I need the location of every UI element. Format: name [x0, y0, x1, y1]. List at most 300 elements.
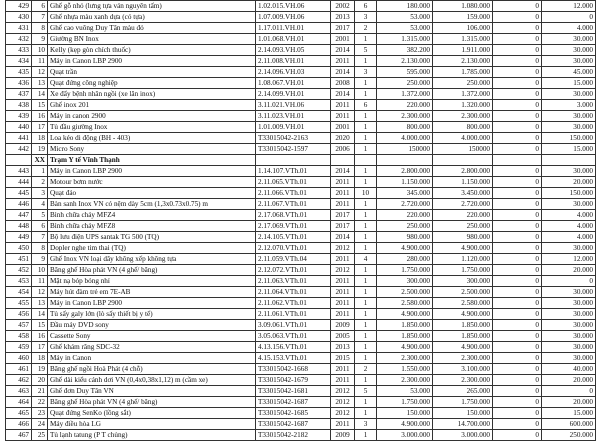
table-cell: 300.000: [433, 276, 493, 287]
table-cell: 11: [32, 276, 48, 287]
table-cell: 447: [6, 210, 32, 221]
table-cell: 0: [493, 210, 542, 221]
table-cell: 2.17.069.VTh.01: [256, 221, 331, 232]
table-cell: 3.11.021.VH.06: [256, 100, 331, 111]
table-cell: 220.000: [433, 210, 493, 221]
table-cell: 3: [355, 419, 377, 430]
table-cell: 3: [32, 188, 48, 199]
table-cell: 180.000: [377, 1, 433, 12]
table-cell: 23: [32, 408, 48, 419]
table-cell: 15.000: [542, 144, 596, 155]
table-cell: 9: [32, 34, 48, 45]
table-row: [6, 78, 596, 89]
table-cell: 10: [32, 265, 48, 276]
table-cell: Bàn sanh Inox VN có nệm dày 5cm (1,3x0.73x0.75) m: [48, 199, 256, 210]
table-cell: 0: [493, 254, 542, 265]
table-cell: 1: [355, 265, 377, 276]
table-cell: 5: [355, 386, 377, 397]
table-cell: Giường BN Inox: [48, 34, 256, 45]
table-cell: 463: [6, 386, 32, 397]
table-cell: 0: [493, 199, 542, 210]
table-cell: 2: [355, 23, 377, 34]
table-cell: 18: [32, 133, 48, 144]
table-cell: 2011: [331, 254, 355, 265]
table-cell: 1: [355, 144, 377, 155]
table-cell: 2.720.000: [377, 199, 433, 210]
table-cell: 430: [6, 12, 32, 23]
table-row: [6, 375, 596, 386]
table-row: [6, 265, 596, 276]
table-cell: Loa kéo di động (BH - 403): [48, 133, 256, 144]
table-cell: 30.000: [542, 56, 596, 67]
table-cell: 1: [355, 298, 377, 309]
table-row: [6, 210, 596, 221]
table-cell: 4.15.153.VTh.01: [256, 353, 331, 364]
table-cell: 0: [493, 89, 542, 100]
table-cell: 455: [6, 298, 32, 309]
table-cell: 2011: [331, 276, 355, 287]
table-cell: 4.900.000: [377, 243, 433, 254]
table-row: [6, 56, 596, 67]
table-cell: 0: [493, 276, 542, 287]
table-cell: 382.200: [377, 45, 433, 56]
table-cell: 20.000: [542, 397, 596, 408]
table-cell: Bình chữa cháy MFZ8: [48, 221, 256, 232]
table-cell: 461: [6, 364, 32, 375]
table-cell: 150.000: [377, 408, 433, 419]
table-cell: 0: [493, 408, 542, 419]
table-cell: Tủ sấy galy lớn (lò sấy thiết bị y tế): [48, 309, 256, 320]
table-cell: 800.000: [377, 122, 433, 133]
table-row: [6, 188, 596, 199]
table-cell: 432: [6, 34, 32, 45]
table-row: [6, 232, 596, 243]
table-cell: Xe đẩy bệnh nhân ngồi (xe lăn inox): [48, 89, 256, 100]
table-cell: 3.000: [542, 100, 596, 111]
table-cell: 446: [6, 199, 32, 210]
table-cell: 2.11.066.VTh.01: [256, 188, 331, 199]
table-cell: 2.580.000: [377, 298, 433, 309]
table-cell: 2.300.000: [433, 353, 493, 364]
table-cell: 1.150.000: [433, 177, 493, 188]
table-cell: Dopler nghe tim thai (TQ): [48, 243, 256, 254]
table-cell: Máy in Canon: [48, 353, 256, 364]
table-cell: 0: [493, 419, 542, 430]
table-row: [6, 331, 596, 342]
table-cell: 12: [32, 287, 48, 298]
table-cell: 2.300.000: [377, 111, 433, 122]
table-cell: 2011: [331, 419, 355, 430]
table-cell: T33015042-2163: [256, 133, 331, 144]
table-cell: 2017: [331, 210, 355, 221]
table-cell: 2.580.000: [433, 298, 493, 309]
table-cell: 53.000: [377, 23, 433, 34]
table-row: [6, 298, 596, 309]
table-cell: 1.850.000: [433, 320, 493, 331]
table-cell: 1: [355, 210, 377, 221]
table-cell: 30.000: [542, 298, 596, 309]
table-cell: 1.01.009.VH.01: [256, 122, 331, 133]
table-cell: 2.130.000: [433, 56, 493, 67]
table-cell: 2011: [331, 375, 355, 386]
table-cell: 4.900.000: [377, 419, 433, 430]
table-cell: 2.14.099.VH.01: [256, 89, 331, 100]
table-cell: 2.12.070.VTh.01: [256, 243, 331, 254]
table-cell: 450: [6, 243, 32, 254]
table-cell: 30.000: [542, 122, 596, 133]
table-cell: 439: [6, 111, 32, 122]
table-cell: 15: [32, 100, 48, 111]
table-cell: 24: [32, 419, 48, 430]
table-row: [6, 386, 596, 397]
table-cell: 0: [493, 177, 542, 188]
table-cell: 30.000: [542, 166, 596, 177]
table-cell: 30.000: [542, 243, 596, 254]
table-cell: 53.000: [377, 386, 433, 397]
table-cell: [377, 155, 433, 166]
table-cell: 1: [355, 430, 377, 441]
table-cell: 1.850.000: [377, 331, 433, 342]
table-cell: [256, 155, 331, 166]
table-cell: 25: [32, 430, 48, 441]
table-cell: 1.315.000: [433, 34, 493, 45]
table-cell: 17: [32, 122, 48, 133]
table-cell: 20.000: [542, 265, 596, 276]
table-cell: 265.000: [433, 386, 493, 397]
table-cell: 30.000: [542, 199, 596, 210]
table-cell: 4.900.000: [433, 243, 493, 254]
table-cell: 2.14.105.VTh.01: [256, 232, 331, 243]
table-cell: 466: [6, 419, 32, 430]
table-cell: 1: [355, 375, 377, 386]
table-cell: 0: [493, 45, 542, 56]
table-cell: 2012: [331, 265, 355, 276]
table-cell: Ghế nhựa màu xanh dựa (có tựa): [48, 12, 256, 23]
table-cell: 0: [493, 133, 542, 144]
table-cell: 0: [493, 265, 542, 276]
table-cell: 280.000: [377, 254, 433, 265]
table-cell: 220.000: [377, 210, 433, 221]
table-row: [6, 89, 596, 100]
table-cell: T33015042-1668: [256, 364, 331, 375]
table-cell: 30.000: [542, 320, 596, 331]
table-cell: 456: [6, 309, 32, 320]
table-cell: 2011: [331, 111, 355, 122]
table-row: [6, 342, 596, 353]
table-cell: 1: [355, 408, 377, 419]
table-cell: 1.750.000: [433, 265, 493, 276]
table-cell: 0: [493, 287, 542, 298]
table-cell: 2.11.061.VTh.01: [256, 309, 331, 320]
table-cell: 1: [355, 133, 377, 144]
table-cell: 2.14.096.VH.03: [256, 67, 331, 78]
table-cell: 1: [355, 166, 377, 177]
table-cell: 2012: [331, 408, 355, 419]
table-cell: 0: [493, 309, 542, 320]
table-cell: 4: [355, 254, 377, 265]
table-cell: 0: [493, 353, 542, 364]
table-cell: 0: [493, 364, 542, 375]
table-cell: 0: [493, 331, 542, 342]
table-cell: 1: [355, 397, 377, 408]
table-cell: 9: [32, 254, 48, 265]
table-cell: 12.000: [542, 1, 596, 12]
table-cell: 2013: [331, 342, 355, 353]
table-cell: 1: [355, 78, 377, 89]
table-cell: 5: [32, 210, 48, 221]
table-cell: 2011: [331, 364, 355, 375]
table-cell: 159.000: [433, 12, 493, 23]
table-cell: 30.000: [542, 89, 596, 100]
table-cell: 1: [355, 177, 377, 188]
table-cell: 2.720.000: [433, 199, 493, 210]
table-row: [6, 23, 596, 34]
table-cell: 45.000: [542, 67, 596, 78]
table-cell: 220.000: [377, 100, 433, 111]
table-row: [6, 430, 596, 441]
table-cell: 4.000.000: [377, 133, 433, 144]
table-cell: 53.000: [377, 12, 433, 23]
table-cell: 0: [493, 232, 542, 243]
table-cell: 12.000: [542, 254, 596, 265]
table-cell: 1.02.015.VH.06: [256, 1, 331, 12]
table-cell: 438: [6, 100, 32, 111]
table-cell: 3.000.000: [433, 430, 493, 441]
table-cell: 980.000: [433, 232, 493, 243]
table-cell: 4.900.000: [377, 342, 433, 353]
table-cell: 3.450.000: [433, 188, 493, 199]
table-cell: 2.300.000: [433, 111, 493, 122]
table-cell: 2.300.000: [377, 353, 433, 364]
table-cell: 1.315.000: [377, 34, 433, 45]
table-cell: 2.300.000: [433, 375, 493, 386]
table-cell: 0: [493, 188, 542, 199]
table-cell: Cassette Sony: [48, 331, 256, 342]
table-cell: 16: [32, 331, 48, 342]
table-cell: Tủ đầu giường Inox: [48, 122, 256, 133]
table-cell: 2011: [331, 177, 355, 188]
table-cell: 4.13.156.VTh.01: [256, 342, 331, 353]
table-row: [6, 12, 596, 23]
section-header-row: [6, 155, 596, 166]
table-cell: 250.000: [377, 221, 433, 232]
table-cell: 2.500.000: [377, 287, 433, 298]
table-cell: 4.900.000: [433, 309, 493, 320]
table-row: [6, 100, 596, 111]
table-cell: 1: [355, 199, 377, 210]
table-cell: 1: [355, 232, 377, 243]
table-row: [6, 1, 596, 12]
table-cell: 15.000: [542, 408, 596, 419]
table-cell: Trạm Y tế Vĩnh Thạnh: [48, 155, 256, 166]
table-cell: T33015042-1681: [256, 386, 331, 397]
table-cell: 0: [493, 111, 542, 122]
table-cell: 1.750.000: [377, 265, 433, 276]
table-cell: 0: [493, 320, 542, 331]
table-cell: 457: [6, 320, 32, 331]
table-cell: 2011: [331, 199, 355, 210]
table-row: [6, 177, 596, 188]
table-cell: 0: [493, 430, 542, 441]
table-cell: 1: [355, 111, 377, 122]
table-cell: 1: [355, 342, 377, 353]
table-cell: 436: [6, 78, 32, 89]
table-cell: 3.05.063.VTh.01: [256, 331, 331, 342]
table-cell: T33015042-1687: [256, 397, 331, 408]
table-cell: Máy in canon 2900: [48, 111, 256, 122]
table-cell: Băng ghế Hòa phát VN (4 ghế/ băng): [48, 397, 256, 408]
table-cell: 1.17.011.VH.01: [256, 23, 331, 34]
table-cell: 2.11.065.VTh.01: [256, 177, 331, 188]
table-cell: 0: [493, 386, 542, 397]
table-cell: Máy in Canon LBP 2900: [48, 298, 256, 309]
table-cell: 20.000: [542, 177, 596, 188]
table-row: [6, 408, 596, 419]
table-cell: 8: [32, 23, 48, 34]
table-cell: [355, 155, 377, 166]
table-cell: 1.850.000: [377, 320, 433, 331]
table-cell: 465: [6, 408, 32, 419]
table-cell: 4.000: [542, 23, 596, 34]
table-cell: [331, 155, 355, 166]
table-cell: 2014: [331, 67, 355, 78]
table-cell: 1: [355, 34, 377, 45]
table-cell: 0: [493, 34, 542, 45]
table-cell: 2012: [331, 386, 355, 397]
table-cell: 2011: [331, 298, 355, 309]
table-cell: 2020: [331, 133, 355, 144]
table-cell: 431: [6, 23, 32, 34]
table-cell: 4.000: [542, 210, 596, 221]
table-cell: 3: [355, 67, 377, 78]
table-cell: 2011: [331, 188, 355, 199]
table-cell: 445: [6, 188, 32, 199]
asset-table: [5, 0, 596, 441]
table-cell: Quạt đảo: [48, 188, 256, 199]
table-cell: Ghế inox 201: [48, 100, 256, 111]
table-cell: 30.000: [542, 309, 596, 320]
table-cell: 1.750.000: [433, 397, 493, 408]
table-cell: 7: [32, 232, 48, 243]
table-cell: 20.000: [542, 375, 596, 386]
table-cell: Bình chữa cháy MFZ4: [48, 210, 256, 221]
table-cell: 0: [493, 342, 542, 353]
table-cell: 8: [32, 243, 48, 254]
table-cell: 1: [32, 166, 48, 177]
table-cell: 453: [6, 276, 32, 287]
table-cell: 14: [32, 309, 48, 320]
table-cell: 19: [32, 364, 48, 375]
table-cell: 0: [493, 67, 542, 78]
table-cell: 1: [355, 89, 377, 100]
table-cell: [542, 155, 596, 166]
table-cell: 1: [355, 243, 377, 254]
table-cell: 2.14.093.VH.05: [256, 45, 331, 56]
table-cell: 0: [493, 12, 542, 23]
table-cell: 5: [355, 45, 377, 56]
table-row: [6, 67, 596, 78]
table-cell: 0: [493, 100, 542, 111]
table-cell: 1: [355, 276, 377, 287]
table-cell: 1.120.000: [433, 254, 493, 265]
table-cell: 14: [32, 89, 48, 100]
table-cell: 800.000: [433, 122, 493, 133]
table-cell: 2.300.000: [377, 375, 433, 386]
table-cell: 2008: [331, 78, 355, 89]
table-cell: 435: [6, 67, 32, 78]
table-cell: 0: [493, 298, 542, 309]
table-row: [6, 353, 596, 364]
table-cell: 250.000: [542, 430, 596, 441]
table-cell: 30.000: [542, 353, 596, 364]
table-cell: 2014: [331, 45, 355, 56]
table-cell: 2011: [331, 287, 355, 298]
table-cell: 30.000: [542, 111, 596, 122]
table-cell: 345.000: [377, 188, 433, 199]
table-cell: 2009: [331, 430, 355, 441]
table-cell: 1: [355, 287, 377, 298]
table-cell: Băng ghế ngồi Hoà Phát (4 chỗ): [48, 364, 256, 375]
table-cell: 2015: [331, 353, 355, 364]
table-row: [6, 243, 596, 254]
table-cell: 17: [32, 342, 48, 353]
table-cell: 2.800.000: [433, 166, 493, 177]
table-cell: Máy điều hòa LG: [48, 419, 256, 430]
table-cell: 2.17.068.VTh.01: [256, 210, 331, 221]
table-cell: 462: [6, 375, 32, 386]
table-cell: 0: [493, 1, 542, 12]
table-cell: 980.000: [377, 232, 433, 243]
table-row: [6, 45, 596, 56]
table-cell: 443: [6, 166, 32, 177]
table-cell: 106.000: [433, 23, 493, 34]
table-cell: T33015042-1597: [256, 144, 331, 155]
table-cell: Máy in Canon LBP 2900: [48, 166, 256, 177]
table-cell: 3.000.000: [377, 430, 433, 441]
table-cell: Ghế cao vuông Duy Tân màu đỏ: [48, 23, 256, 34]
table-cell: 18: [32, 353, 48, 364]
table-cell: 10: [355, 188, 377, 199]
table-cell: 1.750.000: [377, 397, 433, 408]
table-cell: 20: [32, 375, 48, 386]
table-cell: 442: [6, 144, 32, 155]
table-row: [6, 276, 596, 287]
table-cell: Ghế đơn Duy Tân VN: [48, 386, 256, 397]
table-cell: 444: [6, 177, 32, 188]
table-cell: 4.000.000: [433, 133, 493, 144]
table-cell: 458: [6, 331, 32, 342]
table-cell: 1.320.000: [433, 100, 493, 111]
table-cell: 11: [32, 56, 48, 67]
table-cell: 448: [6, 221, 32, 232]
table-cell: 429: [6, 1, 32, 12]
table-cell: 4.900.000: [377, 309, 433, 320]
table-cell: 0: [493, 397, 542, 408]
table-cell: 150.000: [542, 133, 596, 144]
asset-table-body: [6, 1, 596, 441]
table-cell: 1.550.000: [377, 364, 433, 375]
table-cell: 464: [6, 397, 32, 408]
table-cell: 1: [355, 221, 377, 232]
table-row: [6, 320, 596, 331]
table-cell: T33015042-2182: [256, 430, 331, 441]
table-cell: 6: [355, 100, 377, 111]
table-cell: 2.12.072.VTh.01: [256, 265, 331, 276]
table-cell: 2.500.000: [433, 287, 493, 298]
table-cell: 451: [6, 254, 32, 265]
table-cell: Mặt nạ bóp bóng nhỉ: [48, 276, 256, 287]
table-cell: 0: [493, 144, 542, 155]
